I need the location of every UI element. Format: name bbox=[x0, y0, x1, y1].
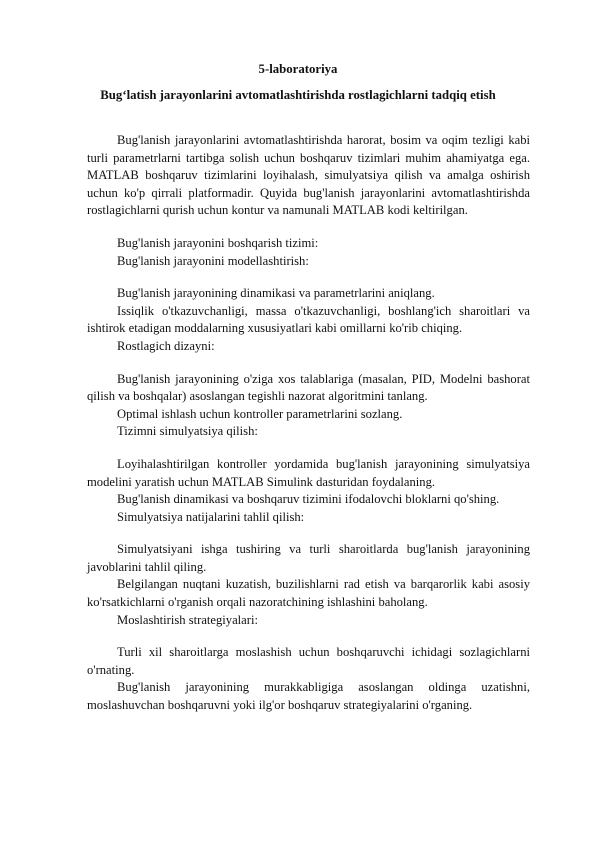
paragraph: Issiqlik o'tkazuvchanligi, massa o'tkazuvchanligi, boshlang'ich sharoitlari va ishtirok etadigan moddalarning xususiyatlari kabi omillarni ko'rib chiqing. bbox=[87, 303, 530, 336]
paragraph: Turli xil sharoitlarga moslashish uchun boshqaruvchi ichidagi sozlagichlarni o'rnating. bbox=[87, 645, 530, 677]
document-title: 5-laboratoriya bbox=[258, 62, 338, 76]
paragraph: Bug'lanish jarayonini boshqarish tizimi: bbox=[117, 235, 319, 250]
paragraph: Simulyatsiyani ishga tushiring va turli sharoitlarda bug'lanish jarayonining javoblarini tahlil qiling. bbox=[87, 542, 530, 574]
paragraph: Loyihalashtirilgan kontroller yordamida bug'lanish jarayonining simulyatsiya modelini yaratish uchun MATLAB Simulink dasturidan foydalaning. bbox=[87, 456, 530, 489]
document-body bbox=[87, 132, 530, 715]
paragraph-intro: Bug'lanish jarayonlarini avtomatlashtirishda harorat, bosim va oqim tezligi kabi turli parametrlarni tartibga solish uchun boshqaruv tizimlari muhim ahamiyatga ega. MATLAB boshqaruv tizimlarini loyihalash, simulyatsiya qilish va amalga oshirish uchun ko'p qirrali platformadir. Quyida bug'lanish jarayonlarini avtomatlashtirishda rostlagichlarni qurish uchun kontur va namunali MATLAB kodi keltirilgan. bbox=[87, 133, 530, 218]
section-heading: Rostlagich dizayni: bbox=[117, 338, 215, 353]
paragraph: Bug'lanish jarayonining murakkabligiga asoslangan oldinga uzatishni, moslashuvchan boshqaruvni yoki ilg'or boshqaruv strategiyalarini o'rganing. bbox=[87, 680, 530, 713]
paragraph: Bug'lanish jarayonining o'ziga xos talablariga (masalan, PID, Modelni bashorat qilish va boshqalar) asoslangan tegishli nazorat algoritmini tanlang. bbox=[87, 371, 530, 404]
paragraph: Bug'lanish dinamikasi va boshqaruv tizimini ifodalovchi bloklarni qo'shing. bbox=[117, 492, 500, 507]
section-heading: Tizimni simulyatsiya qilish: bbox=[117, 424, 258, 439]
paragraph: Optimal ishlash uchun kontroller parametrlarini sozlang. bbox=[117, 406, 403, 421]
paragraph: Bug'lanish jarayonining dinamikasi va parametrlarini aniqlang. bbox=[117, 286, 435, 301]
section-heading: Moslashtirish strategiyalari: bbox=[117, 612, 258, 627]
document-subtitle: Bug‘latish jarayonlarini avtomatlashtirishda rostlagichlarni tadqiq etish bbox=[100, 88, 496, 102]
paragraph: Belgilangan nuqtani kuzatish, buzilishlarni rad etish va barqarorlik kabi asosiy ko'rsatkichlarni o'rganish orqali nazoratchining ishlashini baholang. bbox=[87, 577, 530, 610]
section-heading: Bug'lanish jarayonini modellashtirish: bbox=[117, 253, 309, 268]
section-heading: Simulyatsiya natijalarini tahlil qilish: bbox=[117, 509, 305, 524]
